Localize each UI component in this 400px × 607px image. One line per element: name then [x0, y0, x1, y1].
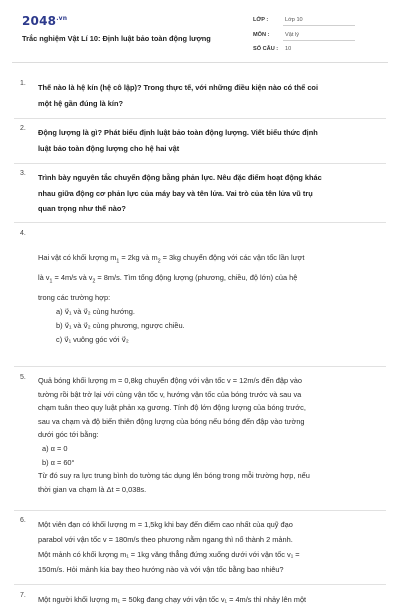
question-line: thời gian va chạm là Δt = 0,038s. — [38, 484, 147, 494]
page-title: Trắc nghiệm Vật Lí 10: Định luật bảo toàn động lượng — [22, 34, 211, 43]
question-line: Hai vật có khối lượng $m_1 = 2kg$ và $m_2 = 3kg$ chuyển động với các vận tốc lần lượt — [38, 253, 305, 265]
logo-suffix: .vn — [56, 15, 68, 22]
question-separator — [14, 584, 386, 585]
question-line: quan trọng như thế nào? — [38, 204, 126, 213]
option-b: b) v⃗₁ và v⃗₂ cùng phương, ngược chiều. — [56, 321, 185, 331]
question-line: một hệ gần đúng là kín? — [38, 98, 123, 108]
question-line: Thế nào là hệ kín (hệ cô lập)? Trong thực tế, với những điều kiện nào có thể coi — [38, 83, 318, 92]
meta-class-label: LỚP : — [253, 17, 269, 23]
q4-text-b: = 2kg và m — [119, 253, 158, 262]
question-line: Một người khối lượng m₁ = 50kg đang chạy với vận tốc v₁ = 4m/s thì nhảy lên một — [38, 595, 307, 604]
question-line: trong các trường hợp: — [38, 292, 111, 302]
site-logo[interactable] — [22, 14, 67, 28]
question-line: b) α = 60° — [42, 457, 75, 467]
question-line: Quả bóng khối lượng m = 0,8kg chuyển động với vận tốc v = 12m/s đến đập vào — [38, 376, 303, 385]
question-line: Trình bày nguyên tắc chuyển động bằng phản lực. Nêu đặc điểm hoạt động khác — [38, 173, 322, 182]
question-line: chạm tuân theo quy luật phản xạ gương. Tính độ lớn động lượng của bóng trước, — [38, 403, 306, 413]
q4-text-e: = 4m/s và v — [52, 272, 93, 282]
question-separator — [14, 510, 386, 511]
meta-class-underline — [283, 25, 355, 26]
question-line: tường rồi bật trở lại với cùng vận tốc v, hướng vận tốc của bóng trước và sau va — [38, 389, 302, 399]
question-line: parabol với vận tốc v = 180m/s theo phương nằm ngang thì nổ thành 2 mảnh. — [38, 535, 293, 544]
question-line: Động lượng là gì? Phát biểu định luật bảo toàn động lượng. Viết biểu thức định — [38, 128, 318, 137]
meta-count-value: 10 — [285, 46, 292, 52]
question-line: là $v_1 = 4m/s$ và $v_2 = 8m/s$. Tìm tổng động lượng (phương, chiều, độ lớn) của hệ — [38, 272, 298, 285]
question-text — [38, 80, 380, 111]
logo-main: 2048 — [22, 14, 57, 28]
question-line: Một viên đạn có khối lượng m = 1,5kg khi bay đến điểm cao nhất của quỹ đạo — [38, 520, 293, 529]
question-text — [38, 517, 380, 577]
meta-subject-label: MÔN : — [253, 32, 270, 38]
question-separator — [14, 118, 386, 119]
question-line: dưới góc tới bằng: — [38, 430, 99, 440]
question-number: 3. — [20, 170, 26, 177]
meta-subject-underline — [283, 40, 355, 41]
question-line: luật bảo toàn động lượng cho hệ hai vật — [38, 143, 180, 153]
question-line: a) α = 0 — [42, 443, 68, 453]
question-number: 1. — [20, 80, 26, 87]
question-line: 150m/s. Hỏi mảnh kia bay theo hướng nào và với vận tốc bằng bao nhiêu? — [38, 565, 284, 574]
question-separator — [14, 163, 386, 164]
q4-text-f: = 8m/s. Tìm tổng động lượng (phương, chiều, độ lớn) của hệ — [95, 272, 298, 282]
q4-text-c: = 3kg chuyển động với các vận tốc lần lượt — [160, 253, 305, 262]
meta-subject-value: Vật lý — [285, 32, 299, 38]
meta-class-value: Lớp 10 — [285, 17, 303, 23]
option-c: c) v⃗₁ vuông góc với v⃗₂ — [56, 335, 129, 345]
question-text — [38, 250, 380, 347]
question-number: 7. — [20, 592, 26, 599]
meta-count-label: SỐ CÂU : — [253, 46, 279, 52]
question-number: 6. — [20, 517, 26, 524]
question-line: Từ đó suy ra lực trung bình do tường tác dụng lên bóng trong mỗi trường hợp, nếu — [38, 471, 310, 481]
question-text — [38, 374, 380, 496]
question-line: sau va chạm và độ biến thiên động lượng của bóng nếu bóng đến đập vào tường — [38, 416, 305, 426]
question-line: Một mảnh có khối lượng m₁ = 1kg văng thẳng đứng xuống dưới với vận tốc v₁ = — [38, 550, 300, 559]
question-text — [38, 170, 380, 217]
question-number: 4. — [20, 230, 26, 237]
question-number: 5. — [20, 374, 26, 381]
q4-text-a: Hai vật có khối lượng m — [38, 253, 117, 262]
q4-text-d: là v — [38, 272, 50, 282]
question-text — [38, 125, 380, 156]
option-a: a) v⃗₁ và v⃗₂ cùng hướng. — [56, 307, 135, 317]
question-separator — [14, 222, 386, 223]
question-separator — [14, 366, 386, 367]
question-line: nhau giữa động cơ phản lực của máy bay và tên lửa. Vai trò của tên lửa vũ trụ — [38, 188, 313, 198]
question-number: 2. — [20, 125, 26, 132]
header-divider — [12, 62, 388, 63]
